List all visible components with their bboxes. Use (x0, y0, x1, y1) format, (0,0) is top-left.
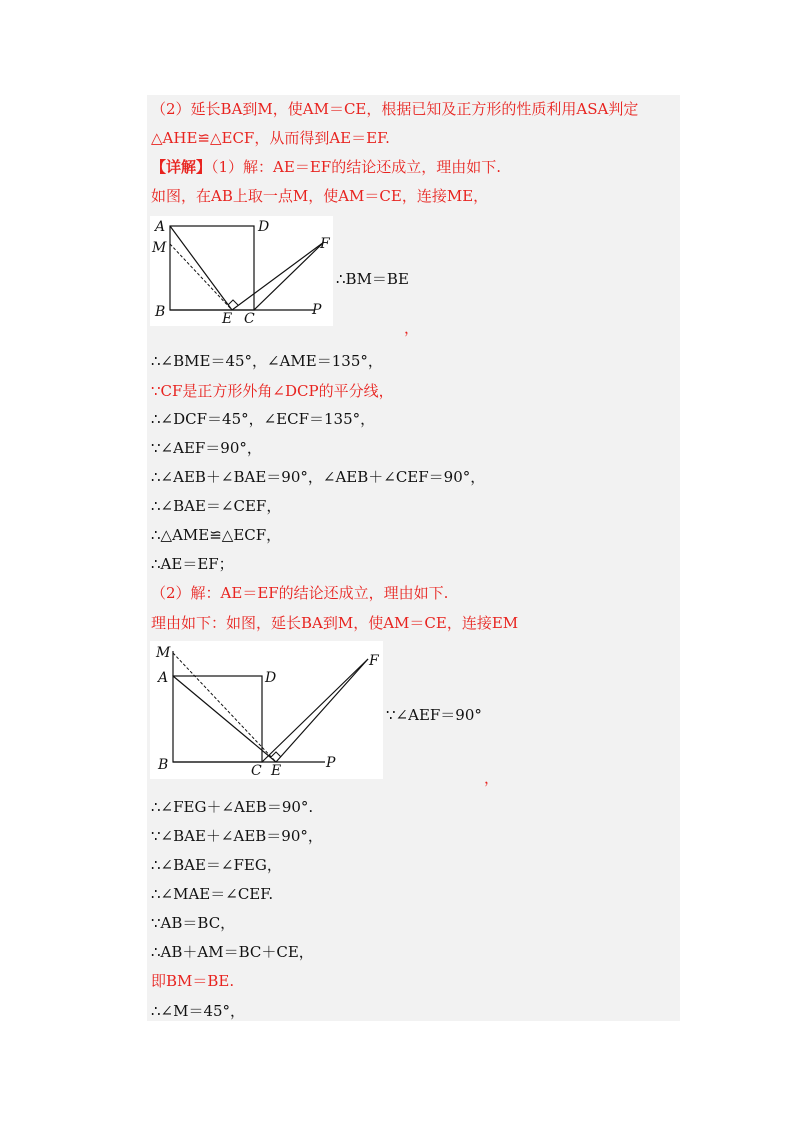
geometry-figure-2 (150, 641, 383, 779)
text-line: ∵AB＝BC， (151, 914, 236, 932)
text-line: ∴AE＝EF； (151, 555, 234, 573)
text-line: △AHE≌△ECF，从而得到AE＝EF. (151, 129, 390, 147)
text-span: ∵CF是正方形外角∠DCP的平分线， (151, 382, 394, 400)
point-label-m: M (156, 645, 171, 661)
text-line: ∴∠DCF＝45°，∠ECF＝135°， (151, 410, 376, 428)
text-line: （2）延长BA到M，使AM＝CE，根据已知及正方形的性质利用ASA判定 (151, 100, 639, 118)
comma-mark: ， (404, 319, 420, 337)
text-line: （2）解：AE＝EF的结论还成立，理由如下. (151, 584, 449, 602)
text-line: 理由如下：如图，延长BA到M，使AM＝CE，连接EM (151, 614, 519, 632)
point-label-e: E (222, 311, 233, 326)
text-line: ∴△AME≌△ECF， (151, 526, 282, 544)
point-label-m: M (152, 240, 167, 256)
detail-text: （1）解：AE＝EF的结论还成立，理由如下. (211, 158, 501, 176)
point-label-c: C (251, 763, 262, 779)
point-label-p: P (326, 755, 336, 771)
text-line: ∵∠BAE＋∠AEB＝90°， (151, 827, 323, 845)
figure2-side-text: ∵∠AEF＝90° (386, 706, 482, 724)
text-line (151, 971, 234, 991)
point-label-a: A (155, 219, 166, 235)
text-line: ∴AB＋AM＝BC＋CE， (151, 943, 314, 961)
point-label-f: F (369, 653, 379, 669)
point-label-f: F (320, 236, 330, 252)
point-label-d: D (258, 219, 270, 235)
comma-mark: ， (484, 769, 500, 787)
text-line: ∴∠BME＝45°，∠AME＝135°， (151, 352, 383, 370)
geometry-figure-1 (150, 216, 333, 326)
point-label-b: B (155, 304, 166, 320)
text-line (151, 381, 394, 401)
detail-label: 【详解】 (151, 158, 212, 176)
text-line (151, 157, 501, 177)
point-label-p: P (312, 302, 322, 318)
point-label-c: C (244, 311, 255, 326)
text-line: ∵∠AEF＝90°， (151, 439, 262, 457)
point-label-e: E (271, 763, 282, 779)
text-line: 如图，在AB上取一点M，使AM＝CE，连接ME， (151, 187, 489, 205)
point-label-b: B (158, 757, 169, 773)
text-line: ∴∠AEB＋∠BAE＝90°，∠AEB＋∠CEF＝90°， (151, 468, 486, 486)
point-label-d: D (265, 670, 277, 686)
text-line: ∴∠FEG＋∠AEB＝90°. (151, 798, 314, 816)
text-line: ∴∠MAE＝∠CEF. (151, 885, 274, 903)
figure1-side-text: ∴BM＝BE (336, 270, 409, 288)
text-span: 即BM＝BE. (151, 972, 235, 990)
text-line: ∴∠BAE＝∠FEG， (151, 856, 282, 874)
point-label-a: A (158, 670, 169, 686)
text-line: ∴∠M＝45°， (151, 1002, 246, 1020)
text-line: ∴∠BAE＝∠CEF， (151, 497, 282, 515)
